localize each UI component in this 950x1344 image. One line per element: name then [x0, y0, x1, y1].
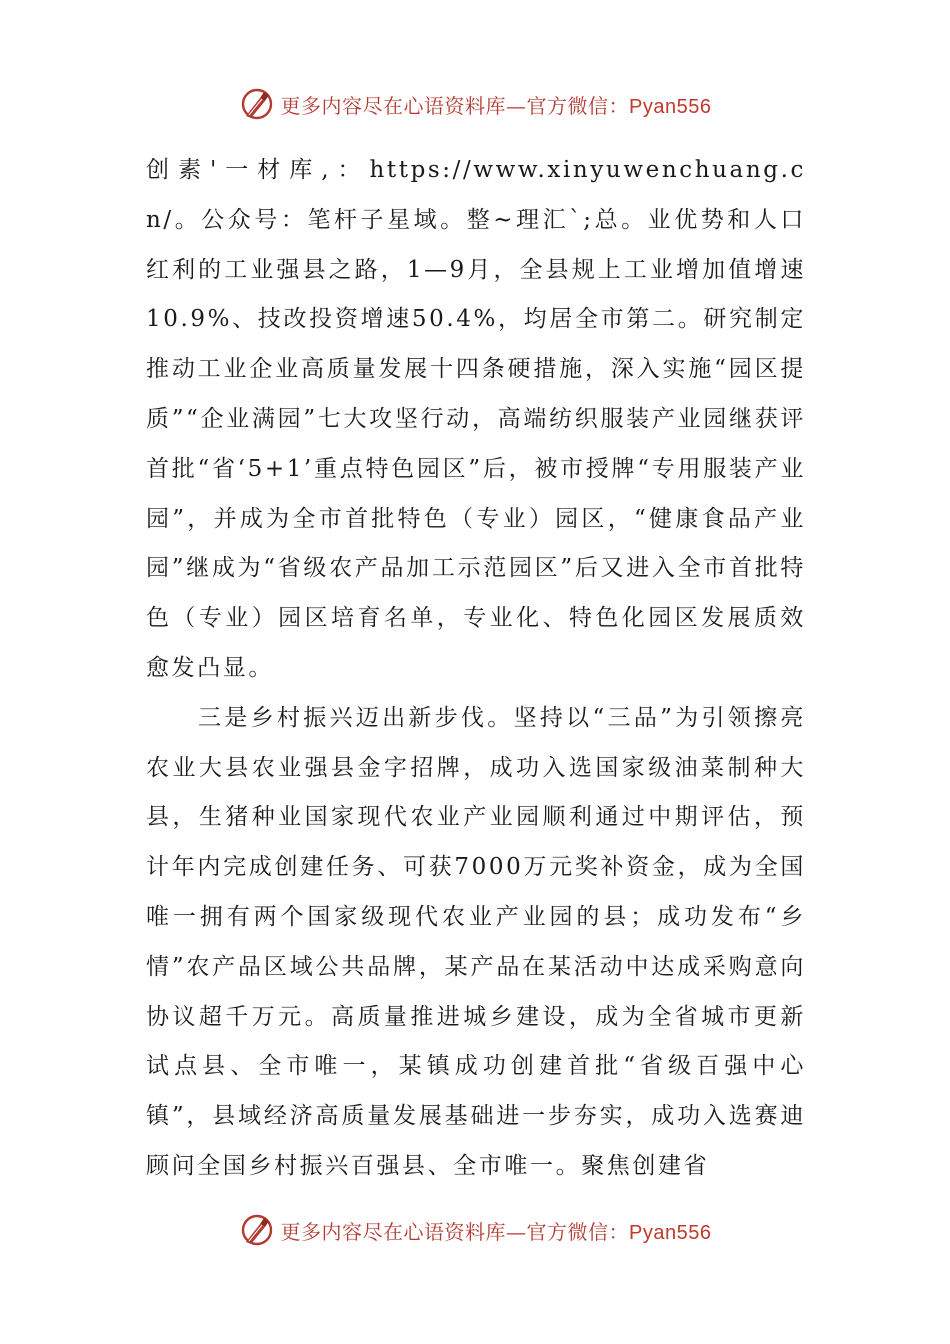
header-banner-inner — [239, 86, 712, 122]
footer-banner-contact: Pyan556 — [629, 1221, 712, 1244]
header-banner-text — [281, 90, 712, 119]
footer-banner-text — [281, 1216, 712, 1245]
pen-nib-icon — [239, 1212, 275, 1248]
document-body — [146, 146, 806, 1192]
footer-banner — [0, 1208, 950, 1252]
footer-banner-inner — [239, 1212, 712, 1248]
header-banner — [0, 82, 950, 126]
header-banner-contact: Pyan556 — [629, 95, 712, 118]
pen-nib-icon — [239, 86, 275, 122]
paragraph-1: 创素'一材库,：https://www.xinyuwenchuang.cn/。公众号：笔杆子星域。整~理汇`;总。业优势和人口红利的工业强县之路，1—9月，全县规上工业增加值增速10.9%、技改投资增速50.4%，均居全市第二。研究制定推动工业企业高质量发展十四条硬措施，深入实施“园区提质”“企业满园”七大攻坚行动，高端纺织服装产业园继获评首批“省‘5+1’重点特色园区”后，被市授牌“专用服装产业园”，并成为全市首批特色（专业）园区，“健康食品产业园”继成为“省级农产品加工示范园区”后又进入全市首批特色（专业）园区培育名单，专业化、特色化园区发展质效愈发凸显。 — [146, 157, 806, 681]
header-banner-label: 更多内容尽在心语资料库—官方微信： — [280, 93, 630, 118]
footer-banner-label: 更多内容尽在心语资料库—官方微信： — [280, 1219, 630, 1244]
paragraph-2: 三是乡村振兴迈出新步伐。坚持以“三品”为引领擦亮农业大县农业强县金字招牌，成功入选国家级油菜制种大县，生猪种业国家现代农业产业园顺利通过中期评估，预计年内完成创建任务、可获7000万元奖补资金，成为全国唯一拥有两个国家级现代农业产业园的县；成功发布“乡情”农产品区域公共品牌，某产品在某活动中达成采购意向协议超千万元。高质量推进城乡建设，成为全省城市更新试点县、全市唯一，某镇成功创建首批“省级百强中心镇”，县域经济高质量发展基础进一步夯实，成功入选赛迪顾问全国乡村振兴百强县、全市唯一。聚焦创建省 — [146, 704, 806, 1179]
